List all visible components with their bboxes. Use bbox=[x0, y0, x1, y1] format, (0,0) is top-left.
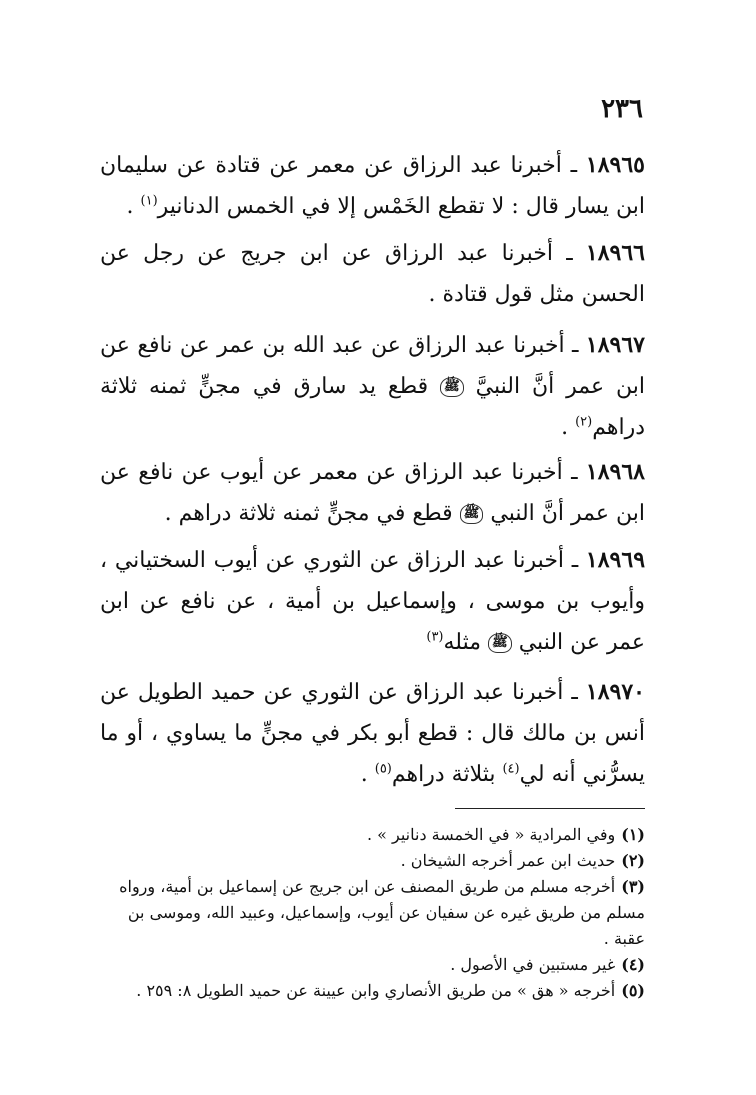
hadith-text: ـ أخبرنا عبد الرزاق عن معمر عن قتادة عن سليمان ابن يسار قال : لا تقطع الخَمْس إلا في الخمس الدنانير bbox=[100, 153, 645, 219]
hadith-number: ١٨٩٦٧ bbox=[585, 332, 645, 358]
salla-ligature: ﷺ bbox=[460, 504, 484, 524]
hadith-text-cont: قطع يد سارق في مجنٍّ ثمنه ثلاثة دراهم bbox=[100, 374, 645, 440]
hadith-number: ١٨٩٦٩ bbox=[585, 547, 646, 573]
hadith-text: ـ أخبرنا عبد الرزاق عن عبد الله بن عمر عن نافع عن ابن عمر أنَّ النبيَّ bbox=[100, 333, 645, 399]
footnote-text: غير مستبين في الأصول . bbox=[450, 955, 616, 974]
footnote-number: (٢) bbox=[621, 851, 645, 870]
hadith-18967 bbox=[100, 325, 645, 448]
hadith-text-cont: بثلاثة دراهم bbox=[391, 762, 503, 787]
salla-ligature: ﷺ bbox=[440, 377, 464, 397]
hadith-text-end: . bbox=[126, 194, 141, 219]
footnote-separator bbox=[455, 808, 645, 809]
salla-ligature: ﷺ bbox=[488, 633, 512, 653]
footnote-ref: (٥) bbox=[374, 761, 392, 777]
footnote-text: أخرجه « هق » من طريق الأنصاري وابن عيينة عن حميد الطويل ٨: ٢٥٩ . bbox=[136, 981, 616, 1000]
footnote-4 bbox=[100, 952, 645, 978]
footnote-text: أخرجه مسلم من طريق المصنف عن ابن جريج عن إسماعيل بن أمية، ورواه مسلم من طريق غيره عن سفيان عن أيوب، وإسماعيل، وعبيد الله، وموسى بن عقبة . bbox=[119, 877, 645, 948]
page-number: ٢٣٦ bbox=[601, 94, 643, 124]
hadith-18969 bbox=[100, 540, 645, 663]
hadith-text: ـ أخبرنا عبد الرزاق عن الثوري عن أيوب السختياني ، وأيوب بن موسى ، وإسماعيل بن أمية ، عن نافع عن ابن عمر عن النبي bbox=[100, 548, 645, 655]
hadith-text-end: . bbox=[360, 762, 375, 787]
footnote-text: وفي المرادية « في الخمسة دنانير » . bbox=[366, 825, 616, 844]
footnote-text: حديث ابن عمر أخرجه الشيخان . bbox=[400, 851, 616, 870]
hadith-text-cont: مثله bbox=[443, 630, 488, 655]
footnote-ref: (٣) bbox=[426, 629, 444, 645]
footnote-5 bbox=[100, 978, 645, 1004]
hadith-number: ١٨٩٧٠ bbox=[585, 679, 645, 705]
hadith-18966 bbox=[100, 233, 645, 315]
hadith-text-end: . bbox=[561, 415, 576, 440]
footnote-number: (١) bbox=[621, 825, 645, 844]
footnote-number: (٥) bbox=[621, 981, 645, 1000]
footnote-ref: (٢) bbox=[575, 414, 593, 430]
hadith-18968 bbox=[100, 452, 645, 534]
hadith-18970 bbox=[100, 672, 645, 795]
footnote-ref: (٤) bbox=[502, 761, 520, 777]
hadith-number: ١٨٩٦٦ bbox=[585, 240, 645, 266]
hadith-text: ـ أخبرنا عبد الرزاق عن ابن جريج عن رجل عن الحسن مثل قول قتادة . bbox=[100, 241, 645, 307]
footnote-ref: (١) bbox=[140, 193, 158, 209]
hadith-text: ـ أخبرنا عبد الرزاق عن الثوري عن حميد الطويل عن أنس بن مالك قال : قطع أبو بكر في مجنٍّ ما يساوي ، أو ما يسرُّني أنه لي bbox=[100, 680, 645, 787]
hadith-text-cont: قطع في مجنٍّ ثمنه ثلاثة دراهم . bbox=[164, 501, 460, 526]
footnote-2 bbox=[100, 848, 645, 874]
hadith-number: ١٨٩٦٨ bbox=[585, 459, 645, 485]
hadith-18965 bbox=[100, 145, 645, 227]
hadith-text: ـ أخبرنا عبد الرزاق عن معمر عن أيوب عن نافع عن ابن عمر أنَّ النبي bbox=[100, 460, 645, 526]
footnotes bbox=[100, 822, 645, 1004]
footnote-number: (٤) bbox=[621, 955, 645, 974]
footnote-1 bbox=[100, 822, 645, 848]
footnote-number: (٣) bbox=[621, 877, 645, 896]
footnote-3 bbox=[100, 874, 645, 952]
hadith-number: ١٨٩٦٥ bbox=[585, 152, 645, 178]
